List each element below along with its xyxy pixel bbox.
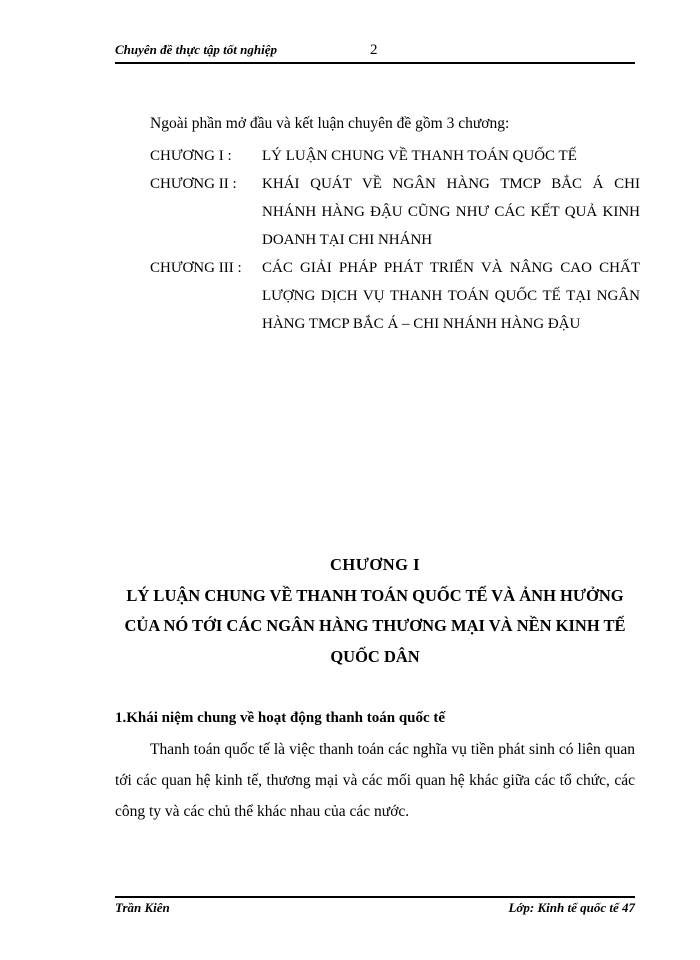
chapter-list-item bbox=[150, 254, 640, 338]
chapter-label: CHƯƠNG I : bbox=[150, 148, 232, 164]
page-number: 2 bbox=[370, 42, 378, 58]
chapter-label: CHƯƠNG II : bbox=[150, 176, 237, 192]
footer-class: Lớp: Kinh tế quốc tế 47 bbox=[508, 900, 635, 915]
section-heading: 1.Khái niệm chung về hoạt động thanh toán quốc tế bbox=[115, 710, 446, 726]
chapter-heading: CHƯƠNG I bbox=[329, 555, 420, 574]
chapter-summary: LÝ LUẬN CHUNG VỀ THANH TOÁN QUỐC TẾ bbox=[262, 148, 577, 164]
chapter-title: LÝ LUẬN CHUNG VỀ THANH TOÁN QUỐC TẾ VÀ ẢNH HƯỞNG CỦA NÓ TỚI CÁC NGÂN HÀNG THƯƠNG MẠI VÀ NỀN KINH TẾ QUỐC DÂN bbox=[124, 585, 626, 666]
chapter-list-item bbox=[150, 170, 640, 254]
chapter-list bbox=[150, 142, 640, 338]
header-rule bbox=[115, 62, 635, 64]
page-footer bbox=[115, 900, 635, 920]
body-paragraph: Thanh toán quốc tế là việc thanh toán các nghĩa vụ tiền phát sinh có liên quan tới các quan hệ kinh tế, thương mại và các mối quan hệ khác giữa các tổ chức, các công ty và các chủ thể khác nhau của các nước. bbox=[115, 741, 635, 820]
chapter-title-block bbox=[115, 550, 635, 672]
header-title: Chuyên đề thực tập tốt nghiệp bbox=[115, 42, 277, 57]
chapter-list-item bbox=[150, 142, 640, 170]
chapter-summary: KHÁI QUÁT VỀ NGÂN HÀNG TMCP BẮC Á CHI NHÁNH HÀNG ĐẬU CŨNG NHƯ CÁC KẾT QUẢ KINH DOANH TẠI CHI NHÁNH bbox=[262, 176, 640, 248]
page-header bbox=[115, 42, 635, 62]
intro-text: Ngoài phần mở đầu và kết luận chuyên đề gồm 3 chương: bbox=[150, 115, 510, 132]
footer-author: Trần Kiên bbox=[115, 900, 170, 915]
chapter-label: CHƯƠNG III : bbox=[150, 260, 242, 276]
chapter-summary: CÁC GIẢI PHÁP PHÁT TRIỂN VÀ NÂNG CAO CHẤT LƯỢNG DỊCH VỤ THANH TOÁN QUỐC TẾ TẠI NGÂN HÀNG TMCP BẮC Á – CHI NHÁNH HÀNG ĐẬU bbox=[262, 260, 640, 332]
footer-rule bbox=[115, 896, 635, 898]
